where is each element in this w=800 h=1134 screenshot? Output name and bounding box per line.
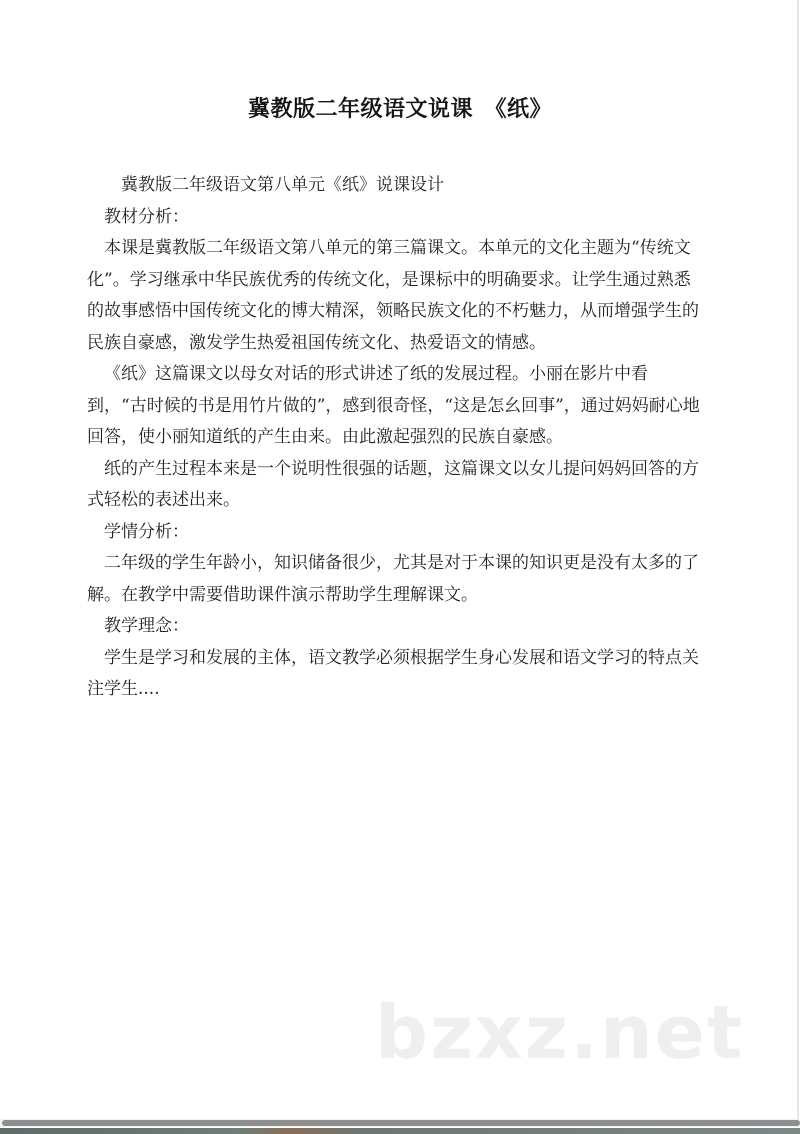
document-title: 冀教版二年级语文说课 《纸》 [247, 97, 552, 122]
paragraph: 本课是冀教版二年级语文第八单元的第三篇课文。本单元的文化主题为“传统文化”。学习继承中华民族优秀的传统文化，是课标中的明确要求。让学生通过熟悉的故事感悟中国传统文化的博大精深，领略民族文化的不朽魅力，从而增强学生的民族自豪感，激发学生热爱祖国传统文化、热爱语文的情感。 [87, 238, 699, 353]
paragraph: 二年级的学生年龄小，知识储备很少，尤其是对于本课的知识更是没有太多的了解。在教学中需要借助课件演示帮助学生理解课文。 [87, 553, 699, 605]
paragraph: 纸的产生过程本来是一个说明性很强的话题，这篇课文以女儿提问妈妈回答的方式轻松的表述出来。 [87, 458, 699, 510]
section-heading-textbook-analysis: 教材分析： [104, 206, 189, 227]
paragraph: 《纸》这篇课文以母女对话的形式讲述了纸的发展过程。小丽在影片中看到，“古时候的书是用竹片做的”，感到很奇怪，“这是怎幺回事”，通过妈妈耐心地回答，使小丽知道纸的产生由来。由此激起强烈的民族自豪感。 [87, 364, 700, 447]
section-heading-student-analysis: 学情分析： [104, 521, 189, 542]
horizontal-scrollbar-thumb[interactable] [2, 1120, 800, 1126]
document-body [87, 170, 707, 706]
paragraph: 学生是学习和发展的主体，语文教学必须根据学生身心发展和语文学习的特点关注学生.... [87, 647, 699, 699]
background-image-strip [0, 1128, 800, 1134]
document-subtitle: 冀教版二年级语文第八单元《纸》说课设计 [121, 175, 444, 195]
watermark: bzxz.net [375, 990, 745, 1076]
section-heading-teaching-philosophy: 教学理念： [104, 616, 189, 636]
